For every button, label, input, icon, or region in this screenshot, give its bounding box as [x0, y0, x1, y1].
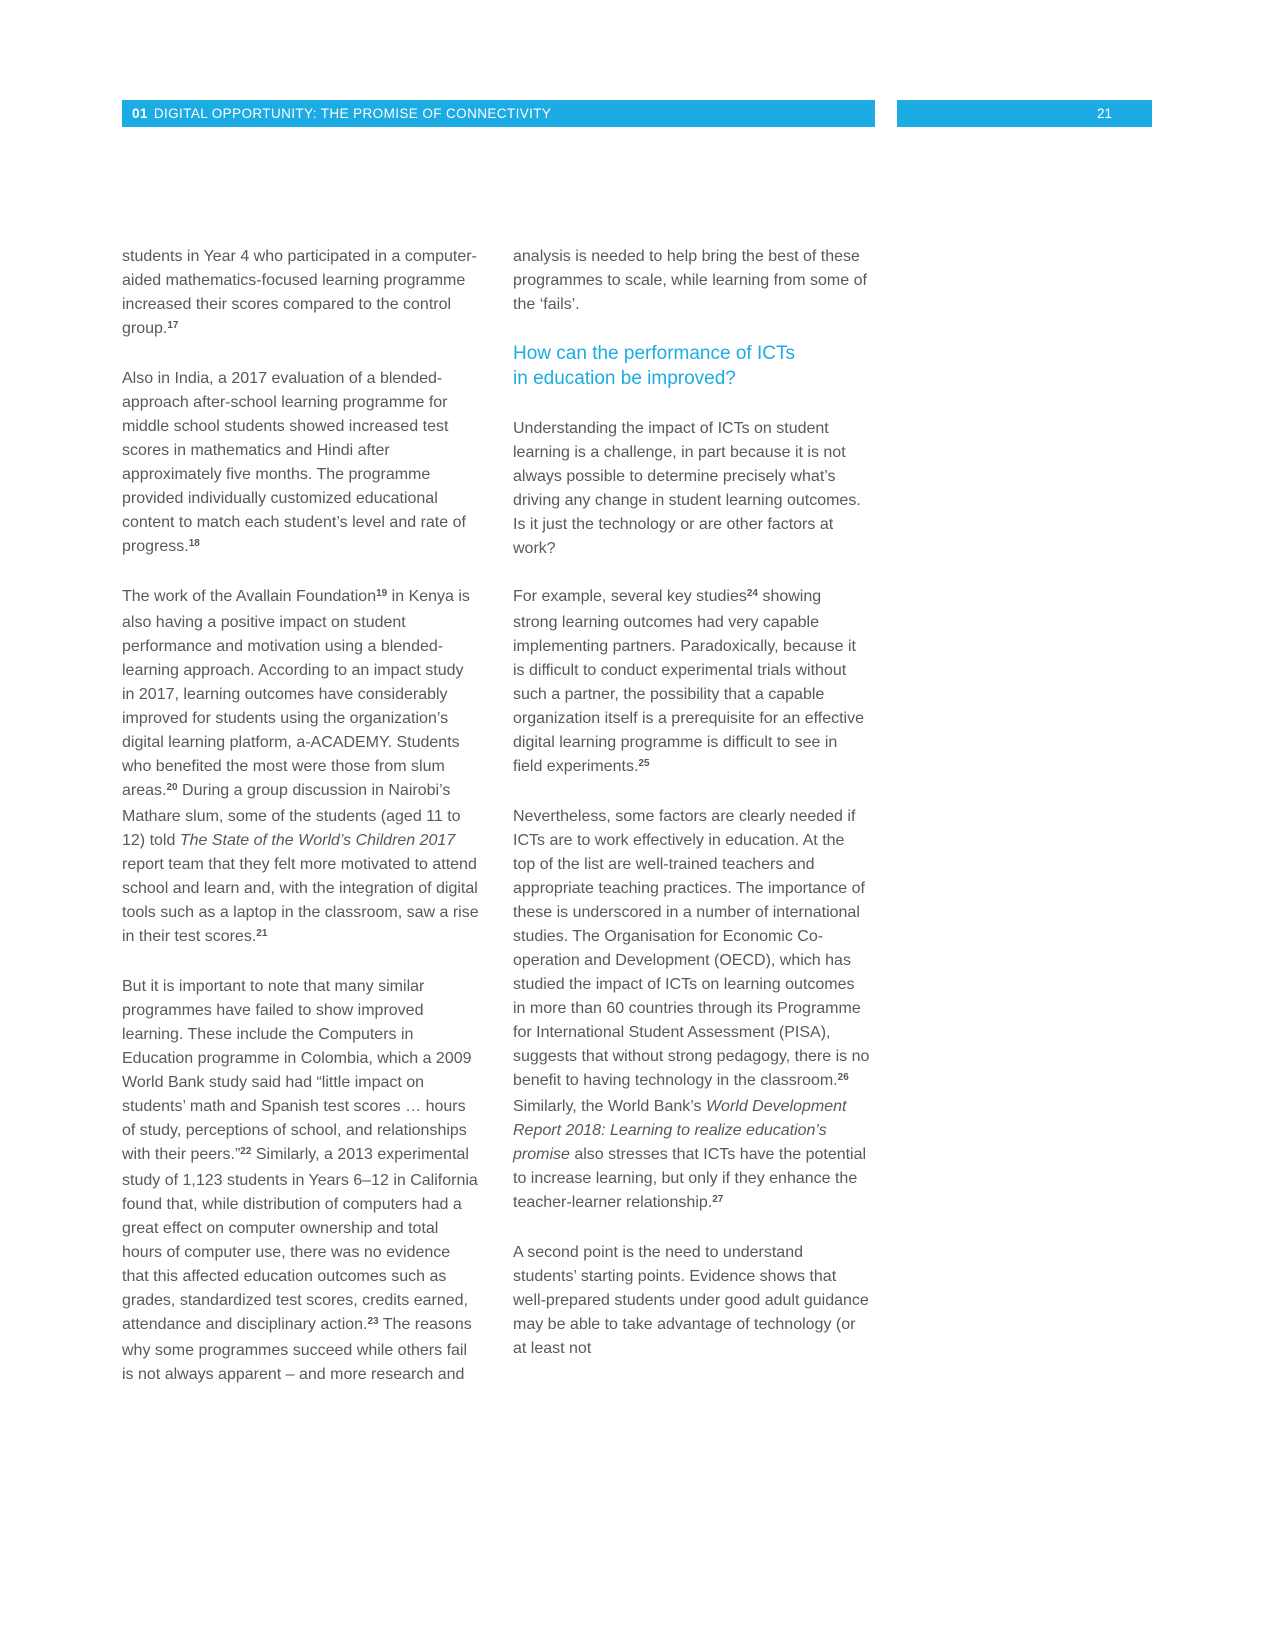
footnote-ref: 20 [166, 782, 178, 793]
text-run: The work of the Avallain Foundation [122, 588, 377, 605]
footnote-ref: 25 [638, 758, 650, 769]
footnote-ref: 22 [240, 1146, 252, 1157]
page-number: 21 [1096, 106, 1112, 121]
chapter-title: DIGITAL OPPORTUNITY: THE PROMISE OF CONNECTIVITY [153, 106, 552, 121]
body-columns [122, 245, 870, 1411]
footnote-ref: 26 [837, 1072, 849, 1083]
footnote-ref: 24 [746, 588, 758, 599]
italic-text-run: The State of the World’s Children 2017 [179, 832, 456, 849]
paragraph [513, 1241, 870, 1361]
paragraph [122, 367, 479, 561]
text-run: analysis is needed to help bring the best of these programmes to scale, while learning from some of the ‘fails’. [513, 248, 867, 313]
chapter-header-bar [122, 100, 875, 127]
paragraph [122, 975, 479, 1387]
footnote-ref: 19 [376, 588, 388, 599]
text-run: But it is important to note that many similar programmes have failed to show improved learning. These include the Computers in Education programme in Colombia, which a 2009 World Bank study said had “little impact on students’ math and Spanish test scores … hours of study, perceptions of school, and relationships with their peers.” [122, 978, 472, 1163]
page-number-box [897, 100, 1152, 127]
text-run: A second point is the need to understand students’ starting points. Evidence shows that well-prepared students under good adult guidance may be able to take advantage of technology (or at least not [513, 1244, 869, 1357]
footnote-ref: 17 [167, 320, 179, 331]
chapter-number: 01 [132, 106, 148, 121]
section-heading [513, 341, 870, 391]
text-run: How can the performance of ICTs [513, 343, 795, 364]
footnote-ref: 23 [367, 1316, 379, 1327]
footnote-ref: 21 [256, 928, 268, 939]
paragraph [513, 585, 870, 781]
text-run: Similarly, the World Bank’s [513, 1098, 706, 1115]
footnote-ref: 27 [712, 1194, 724, 1205]
text-run: report team that they felt more motivated to attend school and learn and, with the integration of digital tools such as a laptop in the classroom, saw a rise in their test scores. [122, 856, 479, 945]
text-run: Similarly, a 2013 experimental study of 1,123 students in Years 6–12 in California found that, while distribution of computers had a great effect on computer ownership and total hours of computer use, there was no evidence that this affected education outcomes such as grades, standardized test scores, credits earned, attendance and disciplinary action. [122, 1146, 478, 1333]
text-run: Nevertheless, some factors are clearly needed if ICTs are to work effectively in education. At the top of the list are well-trained teachers and appropriate teaching practices. The importance of these is underscored in a number of international studies. The Organisation for Economic Co-operation and Development (OECD), which has studied the impact of ICTs on learning outcomes in more than 60 countries through its Programme for International Student Assessment (PISA), suggests that without strong pedagogy, there is no benefit to having technology in the classroom. [513, 808, 870, 1089]
text-run: The reasons why some programmes succeed while others fail is not always apparent – and more research and [122, 1316, 472, 1383]
paragraph [122, 245, 479, 343]
text-run: Also in India, a 2017 evaluation of a blended-approach after-school learning programme for middle school students showed increased test scores in mathematics and Hindi after approximately five months. The programme provided individually customized educational content to match each student’s level and rate of progress. [122, 370, 466, 555]
left-column [122, 245, 479, 1411]
paragraph [513, 417, 870, 561]
text-run: For example, several key studies [513, 588, 747, 605]
text-run: in education be improved? [513, 368, 736, 389]
text-run: also stresses that ICTs have the potential to increase learning, but only if they enhance the teacher-learner relationship. [513, 1146, 867, 1211]
paragraph [122, 585, 479, 951]
footnote-ref: 18 [188, 538, 200, 549]
text-run: students in Year 4 who participated in a computer-aided mathematics-focused learning programme increased their scores compared to the control group. [122, 248, 477, 337]
text-run: Understanding the impact of ICTs on student learning is a challenge, in part because it is not always possible to determine precisely what’s driving any change in student learning outcomes. Is it just the technology or are other factors at work? [513, 420, 861, 557]
paragraph [513, 245, 870, 317]
text-run: During a group discussion in Nairobi’s Mathare slum, some of the students (aged 11 to 12) told [122, 782, 461, 849]
right-column [513, 245, 870, 1411]
paragraph [513, 805, 870, 1217]
text-run: in Kenya is also having a positive impact on student performance and motivation using a blended-learning approach. According to an impact study in 2017, learning outcomes have considerably improved for students using the organization’s digital learning platform, a-ACADEMY. Students who benefited the most were those from slum areas. [122, 588, 470, 799]
text-run: showing strong learning outcomes had very capable implementing partners. Paradoxically, because it is difficult to conduct experimental trials without such a partner, the possibility that a capable organization itself is a prerequisite for an effective digital learning programme is difficult to see in field experiments. [513, 588, 865, 775]
italic-text-run: World Development Report 2018: Learning to realize education’s promise [513, 1098, 847, 1163]
